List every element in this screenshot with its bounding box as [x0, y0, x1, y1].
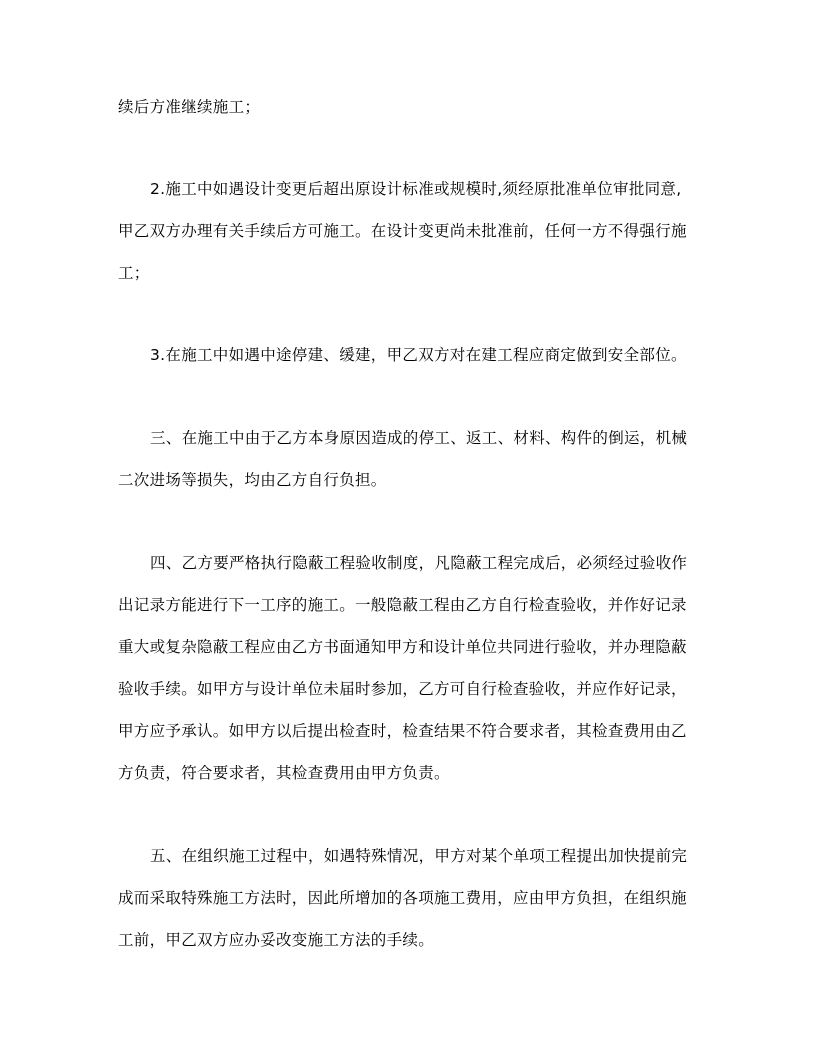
section-4-line-6: 方负责，符合要求者，其检查费用由甲方负责。	[118, 764, 450, 782]
section-4-line-2: 出记录方能进行下一工序的施工。一般隐蔽工程由乙方自行检查验收，并作好记录	[118, 596, 687, 614]
clause-2-line-3: 工；	[118, 264, 150, 282]
section-5-line-1: 五、在组织施工过程中，如遇特殊情况，甲方对某个单项工程提出加快提前完	[150, 847, 688, 865]
section-4-line-1: 四、乙方要严格执行隐蔽工程验收制度，凡隐蔽工程完成后，必须经过验收作	[150, 554, 688, 572]
section-5-line-2: 成而采取特殊施工方法时，因此所增加的各项施工费用，应由甲方负担，在组织施	[118, 889, 687, 907]
section-3-line-1: 三、在施工中由于乙方本身原因造成的停工、返工、材料、构件的倒运，机械	[150, 429, 688, 447]
clause-2-line-2: 甲乙双方办理有关手续后方可施工。在设计变更尚未批准前，任何一方不得强行施	[118, 222, 687, 240]
clause-3-line-1: 3.在施工中如遇中途停建、缓建，甲乙双方对在建工程应商定做到安全部位。	[150, 346, 687, 364]
section-4-line-3: 重大或复杂隐蔽工程应由乙方书面通知甲方和设计单位共同进行验收，并办理隐蔽	[118, 638, 687, 656]
section-4-line-4: 验收手续。如甲方与设计单位未届时参加，乙方可自行检查验收，并应作好记录，	[118, 680, 687, 698]
section-4-line-5: 甲方应予承认。如甲方以后提出检查时，检查结果不符合要求者，其检查费用由乙	[118, 722, 687, 740]
section-3-line-2: 二次进场等损失，均由乙方自行负担。	[118, 471, 387, 489]
section-5-line-3: 工前，甲乙双方应办妥改变施工方法的手续。	[118, 931, 435, 949]
clause-2-line-1: 2.施工中如遇设计变更后超出原设计标准或规模时,须经原批准单位审批同意,	[150, 180, 682, 198]
paragraph-continuation-line: 续后方准继续施工；	[118, 98, 261, 116]
